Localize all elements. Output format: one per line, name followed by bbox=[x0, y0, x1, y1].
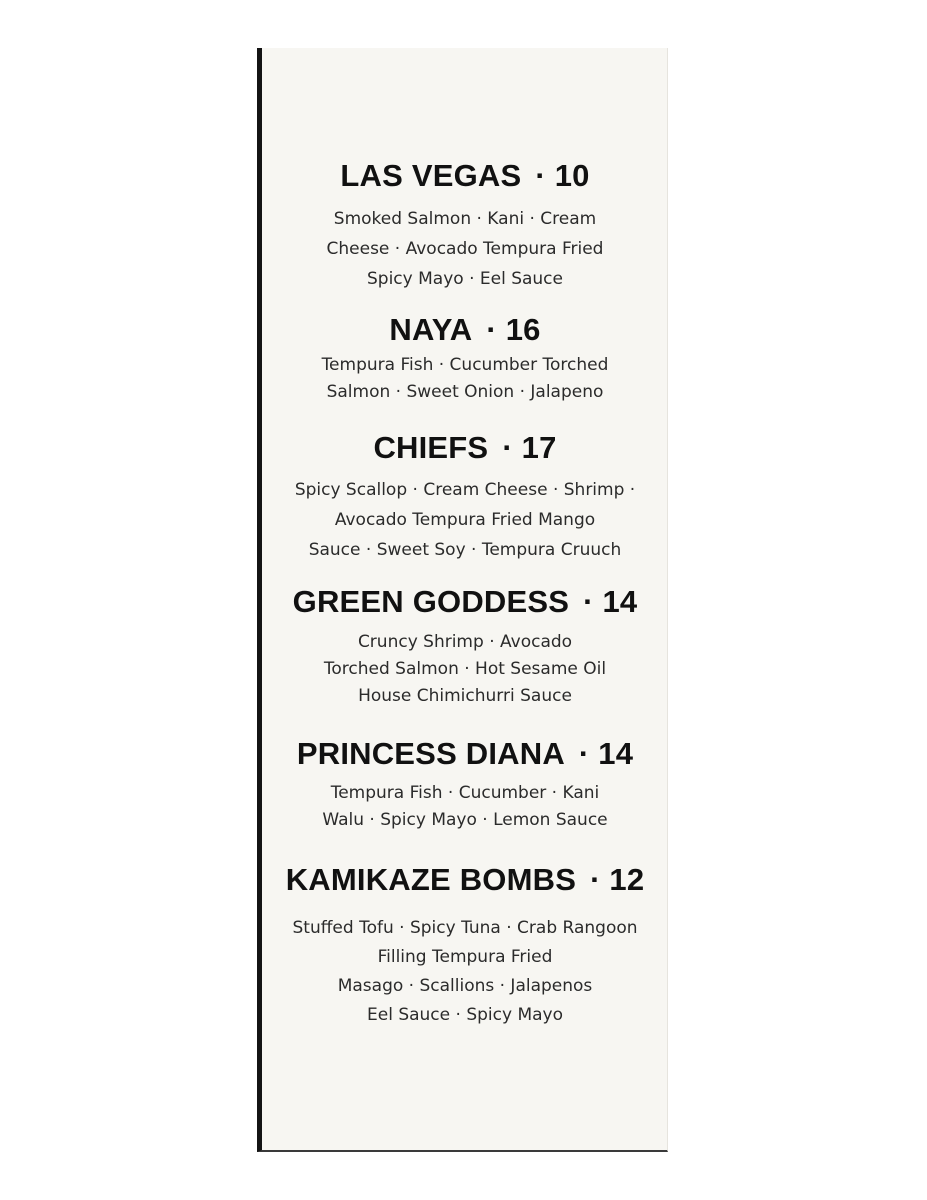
description-line: Tempura Fish · Cucumber Torched bbox=[321, 355, 609, 375]
item-description bbox=[262, 352, 668, 406]
item-title bbox=[262, 430, 668, 466]
menu-item-chiefs bbox=[262, 430, 668, 565]
item-name: KAMIKAZE BOMBS bbox=[285, 862, 577, 897]
menu-item-kamikaze-bombs bbox=[262, 862, 668, 1030]
description-line: Spicy Mayo · Eel Sauce bbox=[367, 269, 563, 289]
item-name: LAS VEGAS bbox=[340, 158, 522, 193]
description-line: Tempura Fish · Cucumber · Kani bbox=[330, 783, 600, 803]
item-title bbox=[262, 862, 668, 898]
description-line: Avocado Tempura Fried Mango bbox=[334, 510, 596, 530]
item-price: · 14 bbox=[578, 736, 634, 771]
item-name: CHIEFS bbox=[373, 430, 489, 465]
description-line: Cruncy Shrimp · Avocado bbox=[357, 632, 573, 652]
item-title bbox=[262, 158, 668, 194]
description-line: Spicy Scallop · Cream Cheese · Shrimp · bbox=[294, 480, 636, 500]
description-line: Torched Salmon · Hot Sesame Oil bbox=[323, 659, 607, 679]
menu-item-naya bbox=[262, 312, 668, 406]
description-line: Sauce · Sweet Soy · Tempura Cruuch bbox=[308, 540, 622, 560]
menu-item-princess-diana bbox=[262, 736, 668, 834]
menu-item-green-goddess bbox=[262, 584, 668, 710]
description-line: Masago · Scallions · Jalapenos bbox=[337, 976, 593, 996]
description-line: Salmon · Sweet Onion · Jalapeno bbox=[326, 382, 604, 402]
menu-card bbox=[257, 48, 668, 1152]
description-line: House Chimichurri Sauce bbox=[358, 686, 572, 706]
item-description bbox=[262, 475, 668, 565]
description-line: Smoked Salmon · Kani · Cream bbox=[333, 209, 597, 229]
item-price: · 14 bbox=[583, 584, 638, 619]
item-description bbox=[262, 780, 668, 834]
item-title bbox=[262, 312, 668, 348]
item-price: · 12 bbox=[590, 862, 645, 897]
item-description bbox=[262, 914, 668, 1030]
item-description bbox=[262, 204, 668, 294]
description-line: Filling Tempura Fried bbox=[377, 947, 553, 967]
item-name: PRINCESS DIANA bbox=[296, 736, 565, 771]
description-line: Stuffed Tofu · Spicy Tuna · Crab Rangoon bbox=[292, 918, 638, 938]
menu-item-las-vegas bbox=[262, 158, 668, 294]
item-price: · 10 bbox=[535, 158, 590, 193]
item-title bbox=[262, 736, 668, 772]
description-line: Walu · Spicy Mayo · Lemon Sauce bbox=[322, 810, 608, 830]
item-title bbox=[262, 584, 668, 620]
item-name: GREEN GODDESS bbox=[292, 584, 570, 619]
item-description bbox=[262, 629, 668, 710]
item-name: NAYA bbox=[389, 312, 473, 347]
description-line: Cheese · Avocado Tempura Fried bbox=[326, 239, 604, 259]
description-line: Eel Sauce · Spicy Mayo bbox=[367, 1005, 563, 1025]
item-price: · 16 bbox=[486, 312, 541, 347]
item-price: · 17 bbox=[502, 430, 557, 465]
